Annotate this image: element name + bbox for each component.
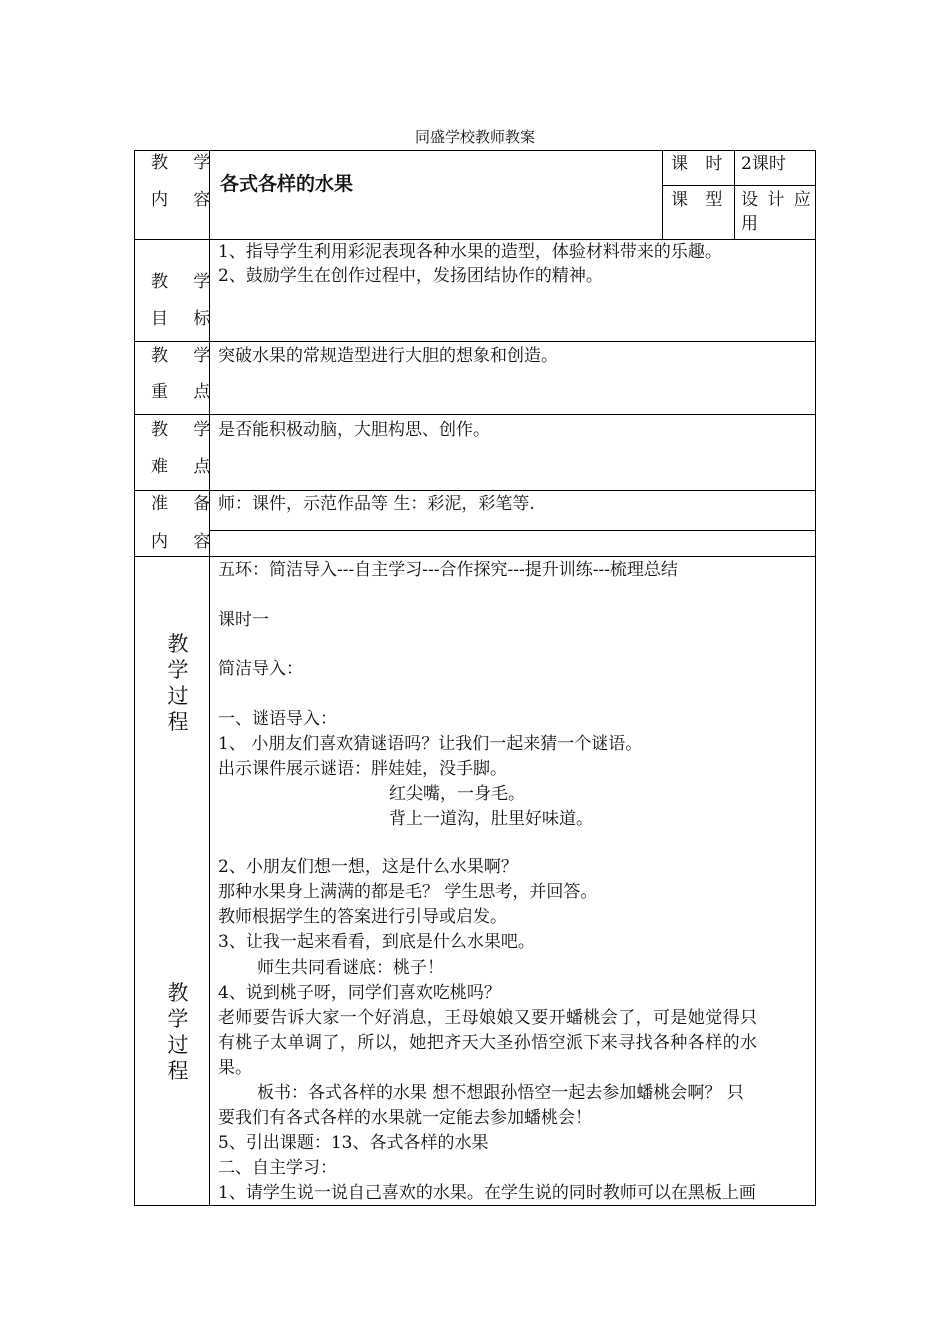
process-line: 简洁导入： (218, 659, 303, 679)
process-line: 背上一道沟，肚里好味道。 (389, 809, 593, 829)
row-divider (134, 490, 816, 491)
table-border-left (134, 150, 135, 1206)
process-line: 要我们有各式各样的水果就一定能去参加蟠桃会！ (218, 1108, 592, 1128)
lesson-title: 各式各样的水果 (220, 173, 354, 195)
process-label-a-char: 程 (167, 710, 189, 734)
preparation-label-1: 准 备 (151, 494, 221, 514)
goal-line: 1、指导学生利用彩泥表现各种水果的造型，体验材料带来的乐趣。 (218, 242, 722, 262)
difficulties-label-1: 教 学 (151, 420, 221, 440)
process-line: 果。 (218, 1058, 252, 1078)
table-border-bottom (134, 1205, 816, 1206)
difficulties-text: 是否能积极动脑，大胆构思、创作。 (218, 420, 490, 440)
table-border-right (815, 150, 816, 1206)
process-line: 出示课件展示谜语：胖娃娃，没手脚。 (218, 759, 507, 779)
process-label-a-char: 教 (167, 632, 189, 656)
process-label-b-char: 教 (167, 981, 189, 1005)
process-line: 有桃子太单调了，所以，她把齐天大圣孙悟空派下来寻找各种各样的水 (218, 1033, 758, 1053)
process-line: 那种水果身上满满的都是毛？ 学生思考，并回答。 (218, 882, 598, 902)
process-line: 老师要告诉大家一个好消息，王母娘娘又要开蟠桃会了，可是她觉得只 (218, 1008, 758, 1028)
key-points-text: 突破水果的常规造型进行大胆的想象和创造。 (218, 346, 558, 366)
goals-label-2: 目 标 (151, 309, 221, 329)
row-divider (134, 341, 816, 342)
page-title: 同盛学校教师教案 (414, 128, 535, 146)
process-line: 一、谜语导入： (218, 709, 337, 729)
process-line: 5、引出课题：13、各式各样的水果 (218, 1133, 489, 1153)
type-value-line-1: 设 计 应 (741, 190, 813, 210)
period-column-divider (662, 150, 663, 239)
process-label-a-char: 过 (167, 684, 189, 708)
period-label: 课 时 (671, 154, 729, 174)
process-label-a-char: 学 (167, 658, 189, 682)
key-points-label-1: 教 学 (151, 346, 221, 366)
content-label-1: 教 学 (151, 153, 221, 173)
difficulties-label-2: 难 点 (151, 457, 221, 477)
lesson-plan-table (134, 150, 816, 1206)
process-label-b-char: 学 (167, 1007, 189, 1031)
process-line: 1、请学生说一说自己喜欢的水果。在学生说的同时教师可以在黑板上画 (218, 1183, 756, 1203)
goals-label-1: 教 学 (151, 272, 221, 292)
content-label-2: 内 容 (151, 190, 221, 210)
row-divider (134, 556, 816, 557)
key-points-label-2: 重 点 (151, 382, 221, 402)
process-line: 课时一 (218, 610, 269, 630)
period-row-divider (662, 185, 816, 186)
preparation-label-2: 内 容 (151, 532, 221, 552)
process-line: 板书：各式各样的水果 想不想跟孙悟空一起去参加蟠桃会啊？ 只 (257, 1083, 744, 1103)
process-line: 2、小朋友们想一想，这是什么水果啊？ (218, 857, 518, 877)
process-label-b-char: 程 (167, 1059, 189, 1083)
process-line: 1、 小朋友们喜欢猜谜语吗？让我们一起来猜一个谜语。 (218, 734, 643, 754)
process-line: 二、自主学习： (218, 1158, 337, 1178)
process-line: 4、说到桃子呀，同学们喜欢吃桃吗？ (218, 983, 501, 1003)
process-line: 五环：简洁导入---自主学习---合作探究---提升训练---梳理总结 (218, 560, 678, 580)
preparation-text: 师：课件，示范作品等 生：彩泥，彩笔等. (218, 494, 535, 514)
process-line: 红尖嘴，一身毛。 (389, 784, 525, 804)
period-column-divider (734, 150, 735, 239)
row-divider (209, 530, 816, 531)
process-label-b-char: 过 (167, 1033, 189, 1057)
type-value-line-2: 用 (741, 214, 758, 234)
process-line: 教师根据学生的答案进行引导或启发。 (218, 907, 507, 927)
type-label: 课 型 (671, 190, 729, 210)
row-divider (134, 414, 816, 415)
table-border-top (134, 150, 816, 151)
process-line: 3、让我一起来看看，到底是什么水果吧。 (218, 932, 535, 952)
process-line: 师生共同看谜底：桃子！ (257, 958, 444, 978)
goal-line: 2、鼓励学生在创作过程中，发扬团结协作的精神。 (218, 266, 603, 286)
period-value: 2课时 (741, 154, 786, 174)
